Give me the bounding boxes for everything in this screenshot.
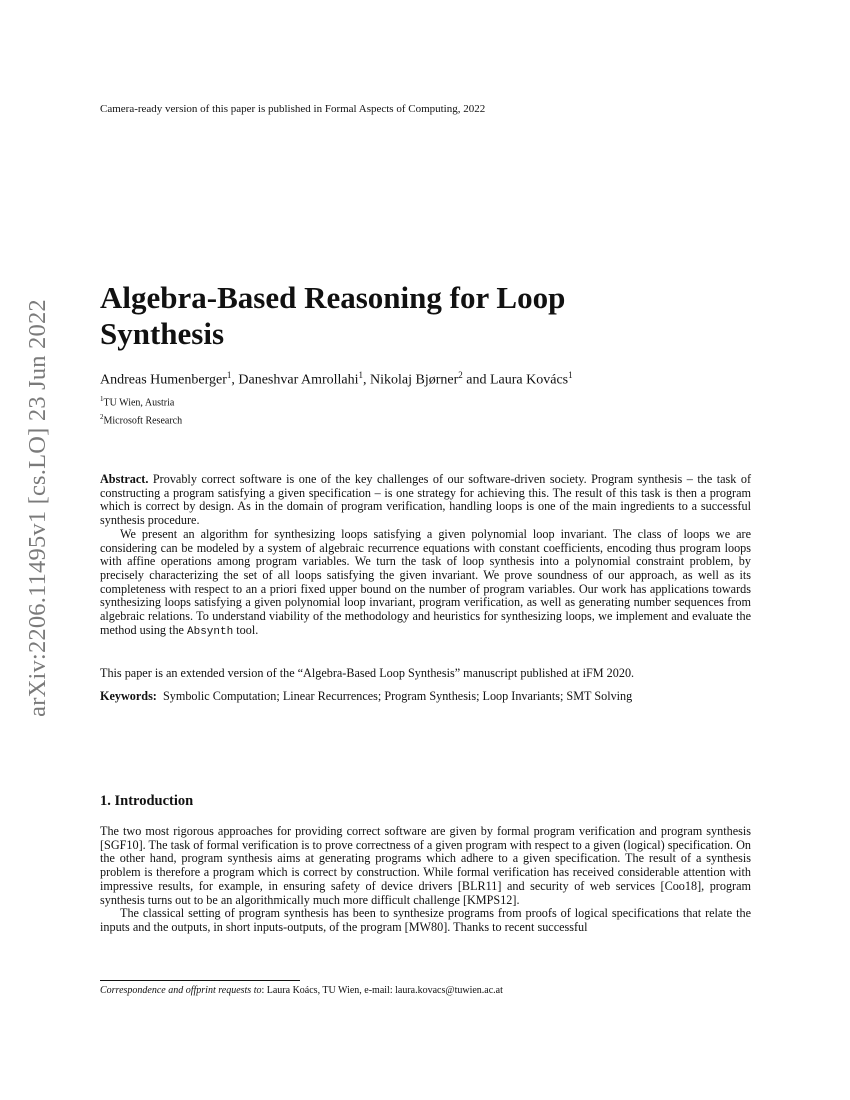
affiliation	[100, 410, 182, 428]
author-name: Andreas Humenberger	[100, 372, 227, 388]
author-separator: ,	[231, 372, 239, 388]
footnote-text: : Laura Koács, TU Wien, e-mail: laura.kovacs@tuwien.ac.at	[261, 985, 503, 996]
keywords	[100, 690, 751, 704]
intro-paragraph: The classical setting of program synthesis has been to synthesize programs from proofs of logical specifications that relate the inputs and the outputs, in short inputs-outputs, of the program [MW80]. Thanks to recent successful	[100, 906, 751, 934]
affiliation	[100, 392, 182, 410]
author-separator: and	[462, 372, 490, 388]
keywords-text: Symbolic Computation; Linear Recurrences; Program Synthesis; Loop Invariants; SMT Solving	[162, 689, 633, 703]
abstract-text: We present an algorithm for synthesizing loops satisfying a given polynomial loop invariant. The class of loops we are considering can be modeled by a system of algebraic recurrence equations with constant coefficients, encoding thus program loops with affine operations among program variables. We turn the task of loop synthesis into a polynomial constraint problem, by precisely characterizing the set of all loops satisfying the given invariant. We prove soundness of our approach, as well as its completeness with respect to an a priori fixed upper bound on the number of program variables. Our work has applications towards synthesizing loops satisfying a given polynomial loop invariant, program verification, as well as generating number sequences from algebraic relations. To understand viability of the methodology and heuristics for synthesizing loops, we implement and evaluate the method using the	[100, 526, 751, 637]
affiliation-name: TU Wien, Austria	[103, 397, 175, 409]
title-line-1: Algebra-Based Reasoning for Loop	[100, 280, 566, 315]
keywords-label: Keywords:	[100, 689, 157, 703]
arxiv-stamp-text: arXiv:2206.11495v1 [cs.LO] 23 Jun 2022	[24, 299, 51, 717]
introduction-body	[100, 825, 751, 935]
footnote-divider	[100, 980, 300, 981]
intro-paragraph: The two most rigorous approaches for providing correct software are given by formal program verification and program synthesis [SGF10]. The task of formal verification is to prove correctness of a given program with respect to a given (logical) specification. On the other hand, program synthesis aims at generating programs which adhere to a given specification. The result of a synthesis problem is therefore a program which is correct by construction. While formal verification has received considerable attention with impressive results, for example, in ensuring safety of device drivers [BLR11] and security of web services [Coo18], program synthesis turns out to be an algorithmically much more difficult challenge [KMPS12].	[100, 824, 751, 907]
author-separator: ,	[363, 372, 371, 388]
author-name: Laura Kovács	[490, 372, 569, 388]
author-name: Nikolaj Bjørner	[370, 372, 459, 388]
author-affil-mark: 1	[226, 370, 232, 380]
affiliation-mark: 2	[100, 413, 104, 422]
header-note: Camera-ready version of this paper is published in Formal Aspects of Computing, 2022	[100, 103, 486, 115]
section-heading-introduction: 1. Introduction	[100, 793, 194, 809]
title-line-2: Synthesis	[100, 316, 225, 351]
abstract-label: Abstract.	[100, 472, 149, 486]
author-affil-mark: 1	[358, 370, 364, 380]
paper-title	[100, 280, 720, 352]
abstract-paragraph	[100, 528, 751, 640]
author-name: Daneshvar Amrollahi	[238, 372, 359, 388]
correspondence-footnote	[100, 985, 503, 996]
abstract-paragraph	[100, 473, 751, 528]
tool-name: Absynth	[187, 625, 234, 638]
author-affil-mark: 1	[568, 370, 573, 380]
abstract-text: Provably correct software is one of the key challenges of our software-driven society. Program synthesis – the task of constructing a program satisfying a given specification – is one strategy for achieving this. The result of this task is then a program which is correct by design. As in the domain of program verification, handling loops is one of the main ingredients to a successful synthesis procedure.	[100, 472, 752, 528]
extended-version-note: This paper is an extended version of the “Algebra-Based Loop Synthesis” manuscript published at iFM 2020.	[100, 666, 635, 680]
abstract-text: tool.	[233, 622, 259, 637]
author-list	[100, 370, 573, 389]
author-affil-mark: 2	[458, 370, 463, 380]
abstract	[100, 473, 751, 639]
affiliations	[100, 392, 182, 429]
footnote-label: Correspondence and offprint requests to	[100, 985, 262, 996]
affiliation-name: Microsoft Research	[103, 415, 183, 427]
affiliation-mark: 1	[100, 395, 104, 403]
